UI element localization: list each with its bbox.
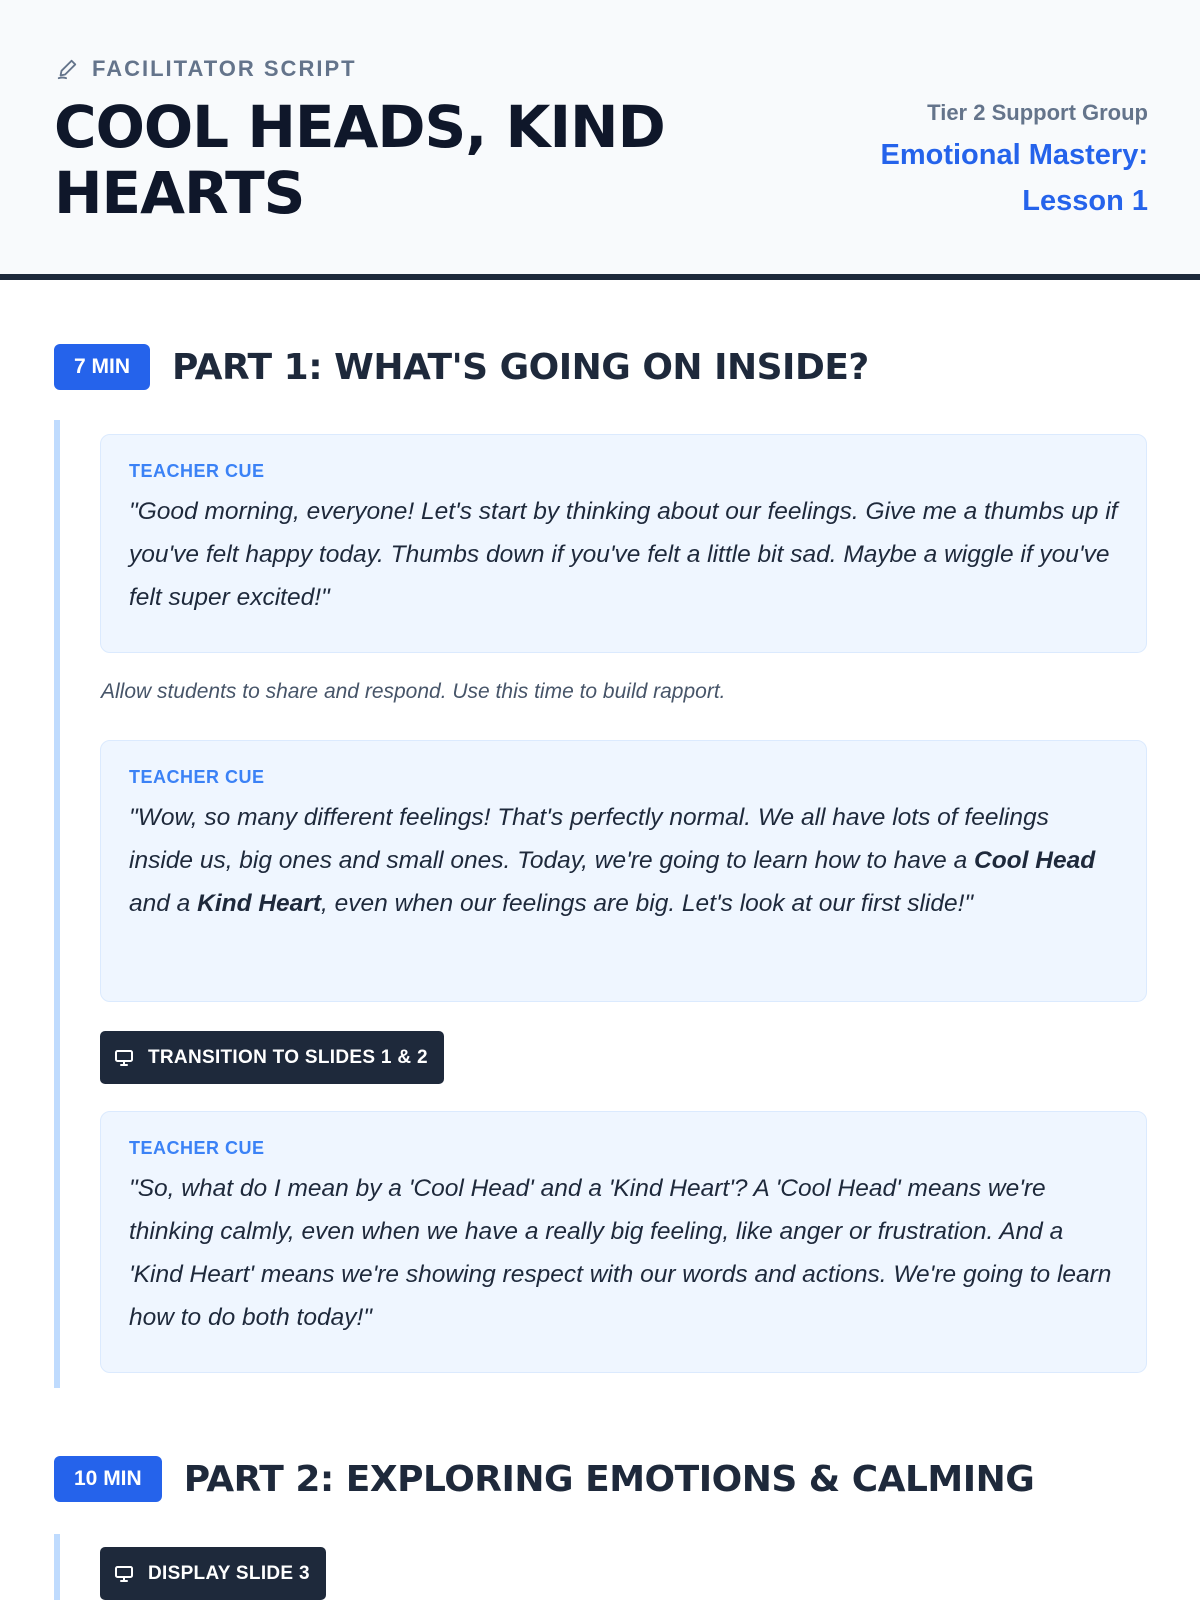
cue-label: TEACHER CUE [129,461,265,481]
monitor-icon [114,1565,134,1583]
display-slide-button[interactable] [100,1547,326,1600]
cool-head-term: Cool Head [974,847,1096,874]
kind-heart-term: Kind Heart [197,890,322,917]
display-label: DISPLAY SLIDE 3 [148,1562,310,1584]
facilitator-note: Allow students to share and respond. Use this time to build rapport. [101,680,726,703]
eyebrow-label: FACILITATOR SCRIPT [92,56,357,81]
monitor-icon [114,1049,134,1067]
group-label: Tier 2 Support Group [927,100,1148,125]
section-rail [54,420,60,1388]
section-rail [54,1534,60,1600]
cue-text: "So, what do I mean by a 'Cool Head' and a 'Kind Heart'? A 'Cool Head' means we're thinking calmly, even when we have a really big feeling, like anger or frustration. And a 'Kind Heart' means we're showing respect with our words and actions. We're going to learn how to do both today!" [129,1175,1112,1331]
part-2-header [54,1456,1034,1502]
part-1-header [54,344,869,390]
cue-text-part: "Wow, so many different feelings! That's perfectly normal. We all have lots of feelings inside us, big ones and small ones. Today, we're going to learn how to have a [129,804,1049,874]
cue-text-part: and a [129,890,198,917]
section-title: PART 2: EXPLORING EMOTIONS & CALMING [183,1458,1035,1500]
lesson-meta [828,100,1148,224]
teacher-cue-2 [100,740,1147,1002]
cue-text-part: , even when our feelings are big. Let's look at our first slide!" [321,890,974,917]
cue-text [129,796,1118,925]
transition-label: TRANSITION TO SLIDES 1 & 2 [148,1046,428,1068]
pen-icon [56,57,78,81]
eyebrow [56,56,357,82]
teacher-cue-1 [100,434,1147,653]
teacher-cue-3 [100,1111,1147,1373]
section-title: PART 1: WHAT'S GOING ON INSIDE? [172,346,869,388]
transition-slides-button[interactable] [100,1031,444,1084]
time-badge: 10 MIN [54,1456,162,1502]
page-title: COOL HEADS, KIND HEARTS [54,93,665,227]
lesson-label: Emotional Mastery: Lesson 1 [880,139,1148,217]
cue-text: "Good morning, everyone! Let's start by thinking about our feelings. Give me a thumbs up if you've felt happy today. Thumbs down if you've felt a little bit sad. Maybe a wiggle if you've felt super excited!" [129,498,1118,611]
cue-label: TEACHER CUE [129,1138,265,1158]
time-badge: 7 MIN [54,344,150,390]
cue-label: TEACHER CUE [129,767,265,787]
header [0,0,1200,280]
